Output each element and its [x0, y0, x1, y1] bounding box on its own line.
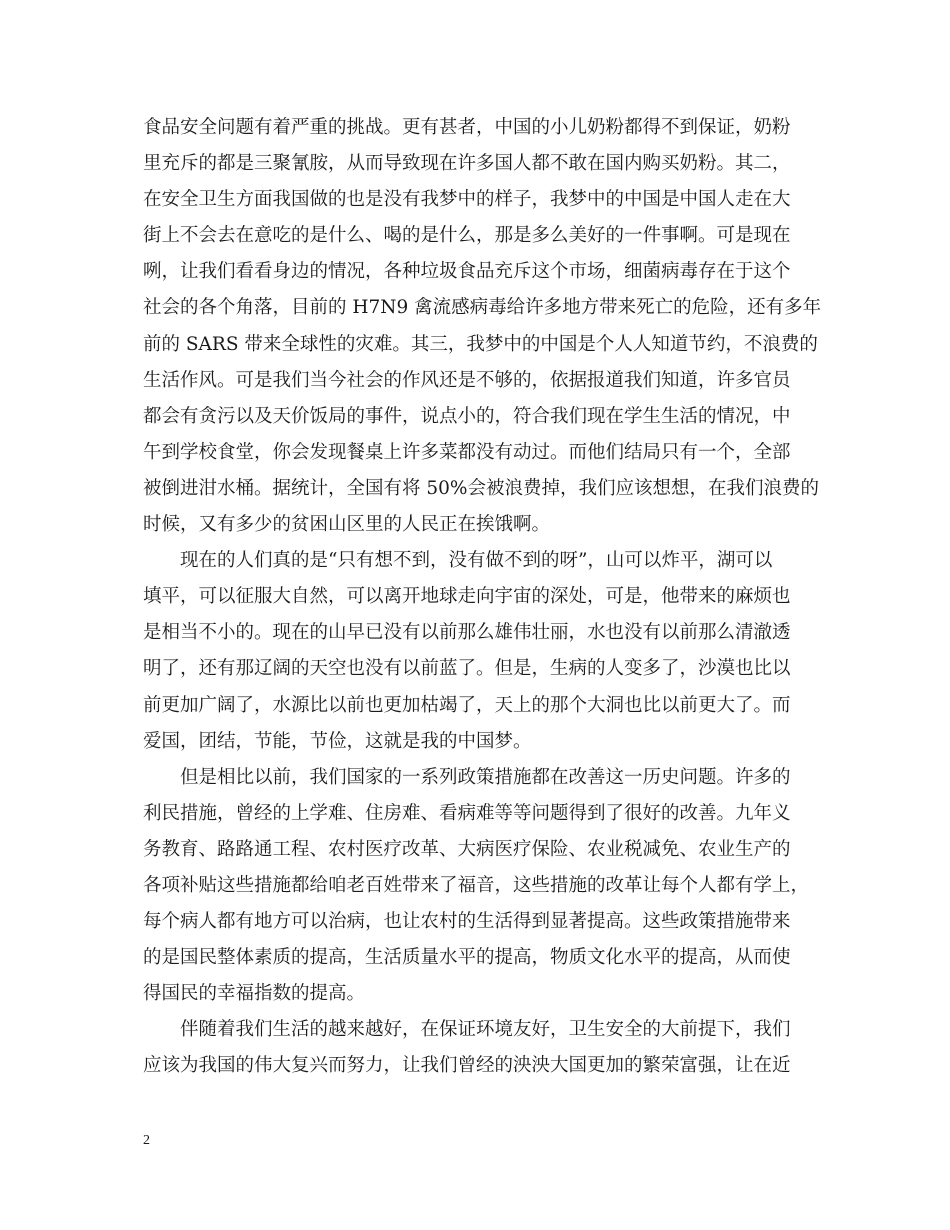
text-line: 伴随着我们生活的越来越好，在保证环境友好，卫生安全的大前提下，我们 — [180, 1019, 791, 1041]
text-line: 食品安全问题有着严重的挑战。更有甚者，中国的小儿奶粉都得不到保证，奶粉 — [143, 117, 791, 138]
text-line: 前更加广阔了，水源比以前也更加枯竭了，天上的那个大洞也比以前更大了。而 — [143, 694, 791, 716]
text-line: 咧，让我们看看身边的情况，各种垃圾食品充斥这个市场，细菌病毒存在于这个 — [143, 261, 791, 283]
text-line: 填平，可以征服大自然，可以离开地球走向宇宙的深处，可是，他带来的麻烦也 — [143, 586, 791, 608]
text-line: 务教育、路路通工程、农村医疗改革、大病医疗保险、农业税减免、农业生产的 — [143, 838, 791, 860]
text-line: 是相当不小的。现在的山早已没有以前那么雄伟壮丽，水也没有以前那么清澈透 — [143, 622, 791, 644]
text-line: 里充斥的都是三聚氰胺，从而导致现在许多国人都不敢在国内购买奶粉。其二， — [143, 153, 791, 175]
text-line: 街上不会去在意吃的是什么、喝的是什么，那是多么美好的一件事啊。可是现在 — [143, 225, 791, 247]
text-line: 生活作风。可是我们当今社会的作风还是不够的，依据报道我们知道，许多官员 — [143, 369, 791, 391]
text-line: 被倒进泔水桶。据统计，全国有将 50%会被浪费掉，我们应该想想，在我们浪费的 — [143, 477, 820, 499]
text-line: 午到学校食堂，你会发现餐桌上许多菜都没有动过。而他们结局只有一个，全部 — [143, 441, 791, 463]
text-line: 前的 SARS 带来全球性的灾难。其三，我梦中的中国是个人人知道节约，不浪费的 — [143, 333, 818, 355]
text-line: 社会的各个角落，目前的 H7N9 禽流感病毒给许多地方带来死亡的危险，还有多年 — [143, 297, 822, 319]
text-line: 现在的人们真的是“只有想不到，没有做不到的呀”，山可以炸平，湖可以 — [180, 550, 773, 572]
text-line: 每个病人都有地方可以治病，也让农村的生活得到显著提高。这些政策措施带来 — [143, 911, 791, 933]
text-line: 都会有贪污以及天价饭局的事件，说点小的，符合我们现在学生生活的情况，中 — [143, 405, 791, 427]
text-line: 在安全卫生方面我国做的也是没有我梦中的样子，我梦中的中国是中国人走在大 — [143, 189, 791, 211]
body-text — [143, 110, 822, 1085]
text-line: 应该为我国的伟大复兴而努力，让我们曾经的泱泱大国更加的繁荣富强，让在近 — [143, 1055, 791, 1077]
text-line: 得国民的幸福指数的提高。 — [143, 983, 366, 1005]
text-line: 爱国，团结，节能，节俭，这就是我的中国梦。 — [143, 730, 532, 752]
text-line: 时候，又有多少的贫困山区里的人民正在挨饿啊。 — [143, 514, 551, 536]
page-number: 2 — [143, 1133, 150, 1148]
text-line: 利民措施，曾经的上学难、住房难、看病难等等问题得到了很好的改善。九年义 — [143, 802, 791, 824]
text-line: 各项补贴这些措施都给咱老百姓带来了福音，这些措施的改革让每个人都有学上， — [143, 874, 810, 896]
text-line: 的是国民整体素质的提高，生活质量水平的提高，物质文化水平的提高，从而使 — [143, 947, 791, 969]
text-line: 明了，还有那辽阔的天空也没有以前蓝了。但是，生病的人变多了，沙漠也比以 — [143, 658, 791, 680]
text-line: 但是相比以前，我们国家的一系列政策措施都在改善这一历史问题。许多的 — [180, 766, 791, 788]
